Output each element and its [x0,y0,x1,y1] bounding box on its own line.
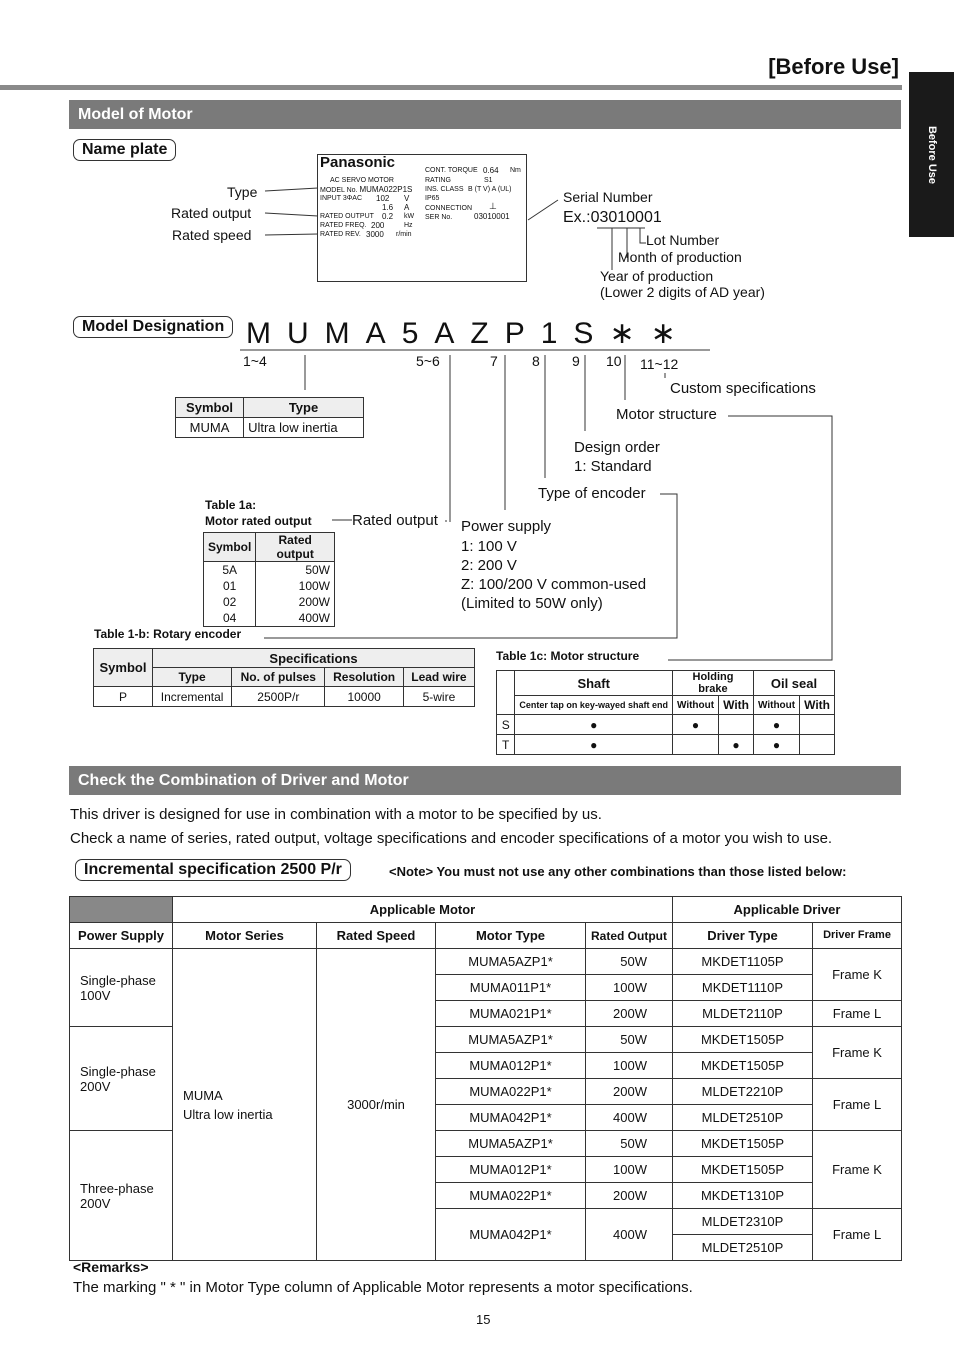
driver-type-cell: MLDET2110P [673,1001,813,1027]
label-rated-output: Rated output [171,205,252,221]
rated-output-cell: 200W [586,1001,673,1027]
rated-output-cell: 50W [586,1131,673,1157]
table1c-cell: T [497,735,515,755]
table1c-corner [497,671,515,715]
driver-type-cell: MKDET1310P [673,1183,813,1209]
table1a-title-2: Motor rated output [205,514,312,528]
col-motor-type: Motor Type [436,923,586,949]
code-char: 1 [540,317,574,350]
driver-type-cell: MKDET1505P [673,1053,813,1079]
driver-type-cell: MLDET2310P [673,1209,813,1235]
table1c-cell: ● [515,735,673,755]
driver-frame-cell: Frame K [813,1027,902,1079]
section-bar-model: Model of Motor [69,100,901,129]
pos-10: 10 [606,353,622,369]
label-rated-speed: Rated speed [172,227,252,243]
rated-output-cell: 400W [586,1105,673,1131]
table1c-with: With [800,696,835,715]
motor-type-cell: MUMA012P1* [436,1157,586,1183]
np-rev-unit: r/min [396,231,412,238]
code-char: A [365,317,402,350]
label-serial-number: Serial Number [563,189,653,205]
table1a-cell: 5A [204,562,256,579]
table1a-cell: 200W [256,594,335,610]
type-table-cell: MUMA [176,418,244,438]
table1c-cell: ● [753,735,799,755]
driver-type-cell: MLDET2510P [673,1105,813,1131]
callout-structure: Motor structure [616,406,717,423]
table1c-cell [800,715,835,735]
callout-power-note: (Limited to 50W only) [461,595,603,612]
code-char: Z [470,317,505,350]
np-torque-unit: Nm [510,167,521,174]
driver-frame-cell: Frame L [813,1209,902,1261]
pos-11-12: 11~12 [640,356,679,372]
np-output: 0.2 [382,212,394,221]
pos-1-4: 1~4 [243,353,267,369]
np-rev-label: RATED REV. [320,231,361,238]
pos-9: 9 [572,353,580,369]
motor-type-cell: MUMA012P1* [436,1053,586,1079]
code-char: U [287,317,325,350]
table1c-cell: ● [672,715,718,735]
remarks-text: The marking " * " in Motor Type column of Applicable Motor represents a motor specifications. [73,1279,693,1296]
np-rating-label: RATING [425,177,451,184]
callout-design: Design order [574,439,660,456]
table1b-cell: Incremental [153,687,232,707]
np-conn-label: CONNECTION [425,205,473,212]
nameplate-brand: Panasonic [320,154,396,171]
page-header-title: [Before Use] [768,54,899,79]
callout-design-value: 1: Standard [574,458,652,475]
motor-series-name: MUMA [183,1087,223,1103]
remarks-title: <Remarks> [73,1259,149,1275]
code-char: 5 [401,317,435,350]
serial-ex-prefix: Ex.: [563,209,591,226]
motor-series-cell [173,949,317,1261]
table1a-cell: 50W [256,562,335,579]
rated-output-cell: 100W [586,1053,673,1079]
type-table-header: Symbol [176,398,244,418]
np-line1: AC SERVO MOTOR [330,177,394,184]
table1c-cell: ● [753,715,799,735]
col-power-supply: Power Supply [70,923,173,949]
np-rev: 3000 [366,230,384,239]
motor-type-cell: MUMA022P1* [436,1183,586,1209]
table1c-cell [672,735,718,755]
table1c-shaft: Shaft [515,671,673,696]
np-conn-symbol-icon: ⊥ [489,201,497,211]
type-table-header: Type [244,398,364,418]
np-input-v: 102 [376,194,390,203]
callout-power-z: Z: 100/200 V common-used [461,576,647,593]
table1c-cell [719,715,754,735]
table1c-cell: S [497,715,515,735]
table1a-cell: 100W [256,578,335,594]
col-rated-speed: Rated Speed [317,923,436,949]
label-year-note: (Lower 2 digits of AD year) [600,284,765,300]
table1b-title: Table 1-b: Rotary encoder [94,627,242,641]
callout-custom: Custom specifications [670,380,816,397]
np-ser: 03010001 [474,212,510,221]
driver-type-cell: MKDET1110P [673,975,813,1001]
np-ins: B (T V) A (UL) [468,186,512,193]
table-shaded-cell [70,897,173,923]
code-char: A [434,317,471,350]
label-type: Type [227,184,258,200]
page-number: 15 [476,1312,491,1327]
callout-power-2: 2: 200 V [461,557,517,574]
col-rated-output: Rated Output [586,923,673,949]
motor-type-cell: MUMA042P1* [436,1105,586,1131]
serial-example: 03010001 [590,209,662,226]
code-char: M [246,317,287,350]
table1b-symbol-header: Symbol [94,649,153,687]
combo-paragraph-1: This driver is designed for use in combination with a motor to be specified by us. [70,806,602,823]
section-bar-combination: Check the Combination of Driver and Motor [69,766,901,795]
np-model-label: MODEL No. [320,187,358,194]
combo-paragraph-2: Check a name of series, rated output, voltage specifications and encoder specifications of a motor you wish to use. [70,830,833,847]
side-tab-label: Before Use [925,125,938,184]
table1c-cell [800,735,835,755]
driver-frame-cell: Frame K [813,1131,902,1209]
incremental-pill: Incremental specification 2500 P/r [75,859,351,881]
callout-rated-output: Rated output [352,512,438,529]
callout-power-1: 1: 100 V [461,538,517,555]
col-driver-type: Driver Type [673,923,813,949]
np-output-label: RATED OUTPUT [320,213,374,220]
callout-power: Power supply [461,518,552,535]
table1b-cell: 10000 [325,687,403,707]
np-ins-label: INS. CLASS [425,186,464,193]
table1a-title-1: Table 1a: [205,498,257,512]
col-motor-series: Motor Series [173,923,317,949]
driver-type-cell: MKDET1505P [673,1131,813,1157]
pos-7: 7 [490,353,498,369]
driver-frame-cell: Frame K [813,949,902,1001]
table1b-cell: 2500P/r [232,687,325,707]
designation-pill: Model Designation [73,316,233,338]
motor-type-cell: MUMA5AZP1* [436,949,586,975]
np-input-label: INPUT 3ΦAC [320,195,363,202]
motor-type-cell: MUMA011P1* [436,975,586,1001]
table1c-cell: ● [515,715,673,735]
code-char: M [324,317,366,350]
power-supply-cell: Single-phase 100V [70,949,173,1027]
np-torque-label: CONT. TORQUE [425,167,478,174]
np-input-v-unit: V [404,194,410,203]
label-year: Year of production [600,268,714,284]
rated-output-cell: 400W [586,1209,673,1261]
table1c-with: With [719,696,754,715]
type-table [175,397,364,438]
rated-output-cell: 50W [586,1027,673,1053]
rated-output-cell: 200W [586,1183,673,1209]
table1a-cell: 02 [204,594,256,610]
table1a-header: Symbol [204,533,256,562]
np-input-a: 1.6 [382,203,394,212]
pos-5-6: 5~6 [416,353,440,369]
table1c-without: Without [753,696,799,715]
code-char: S [573,317,610,350]
rated-output-cell: 50W [586,949,673,975]
label-month: Month of production [618,249,742,265]
motor-type-cell: MUMA042P1* [436,1209,586,1261]
callout-encoder: Type of encoder [538,485,646,502]
table1b-header: No. of pulses [232,668,325,687]
driver-type-cell: MLDET2510P [673,1235,813,1261]
np-ip: IP65 [425,195,440,202]
np-freq-unit: Hz [404,222,413,229]
power-supply-cell: Single-phase 200V [70,1027,173,1131]
np-freq: 200 [371,221,385,230]
group-applicable-driver: Applicable Driver [673,897,902,923]
combo-note: <Note> You must not use any other combinations than those listed below: [389,864,847,879]
motor-series-desc: Ultra low inertia [183,1106,273,1122]
table1b-header: Resolution [325,668,403,687]
table1a-cell: 400W [256,610,335,627]
driver-frame-cell: Frame L [813,1001,902,1027]
driver-type-cell: MLDET2210P [673,1079,813,1105]
np-model: MUMA022P1S [359,185,413,194]
np-ser-label: SER No. [425,214,453,221]
table1a-cell: 04 [204,610,256,627]
table1b [93,648,475,707]
code-char: ∗ [609,317,651,350]
motor-type-cell: MUMA022P1* [436,1079,586,1105]
group-applicable-motor: Applicable Motor [173,897,673,923]
table1c [496,670,835,755]
table1c-brake: Holding brake [672,671,753,696]
np-input-a-unit: A [404,203,410,212]
rated-output-cell: 100W [586,1157,673,1183]
combination-table [69,896,902,1261]
rated-output-cell: 100W [586,975,673,1001]
rated-output-cell: 200W [586,1079,673,1105]
driver-frame-cell: Frame L [813,1079,902,1131]
code-char: ∗ [650,317,692,350]
type-table-cell: Ultra low inertia [244,418,364,438]
nameplate-pill: Name plate [73,139,176,161]
table1b-cell: P [94,687,153,707]
driver-type-cell: MKDET1505P [673,1027,813,1053]
motor-type-cell: MUMA5AZP1* [436,1027,586,1053]
table1c-title: Table 1c: Motor structure [496,649,640,663]
table1c-without: Without [672,696,718,715]
label-lot-number: Lot Number [646,232,720,248]
pos-8: 8 [532,353,540,369]
col-driver-frame: Driver Frame [813,923,902,949]
power-supply-cell: Three-phase 200V [70,1131,173,1261]
motor-type-cell: MUMA5AZP1* [436,1131,586,1157]
table1b-spec-header: Specifications [153,649,475,668]
code-char: P [504,317,541,350]
table1c-cell: ● [719,735,754,755]
np-rating: S1 [484,177,493,184]
rated-speed-cell: 3000r/min [317,949,436,1261]
table1a [203,532,335,627]
table1b-header: Lead wire [403,668,474,687]
table1a-cell: 01 [204,578,256,594]
np-freq-label: RATED FREQ. [320,222,367,229]
np-torque: 0.64 [483,166,499,175]
motor-type-cell: MUMA021P1* [436,1001,586,1027]
table1b-header: Type [153,668,232,687]
driver-type-cell: MKDET1105P [673,949,813,975]
driver-type-cell: MKDET1505P [673,1157,813,1183]
table1a-header: Rated output [256,533,335,562]
table1b-cell: 5-wire [403,687,474,707]
np-output-unit: kW [404,213,415,220]
table1c-oil: Oil seal [753,671,834,696]
table1c-center: Center tap on key-wayed shaft end [515,696,673,715]
